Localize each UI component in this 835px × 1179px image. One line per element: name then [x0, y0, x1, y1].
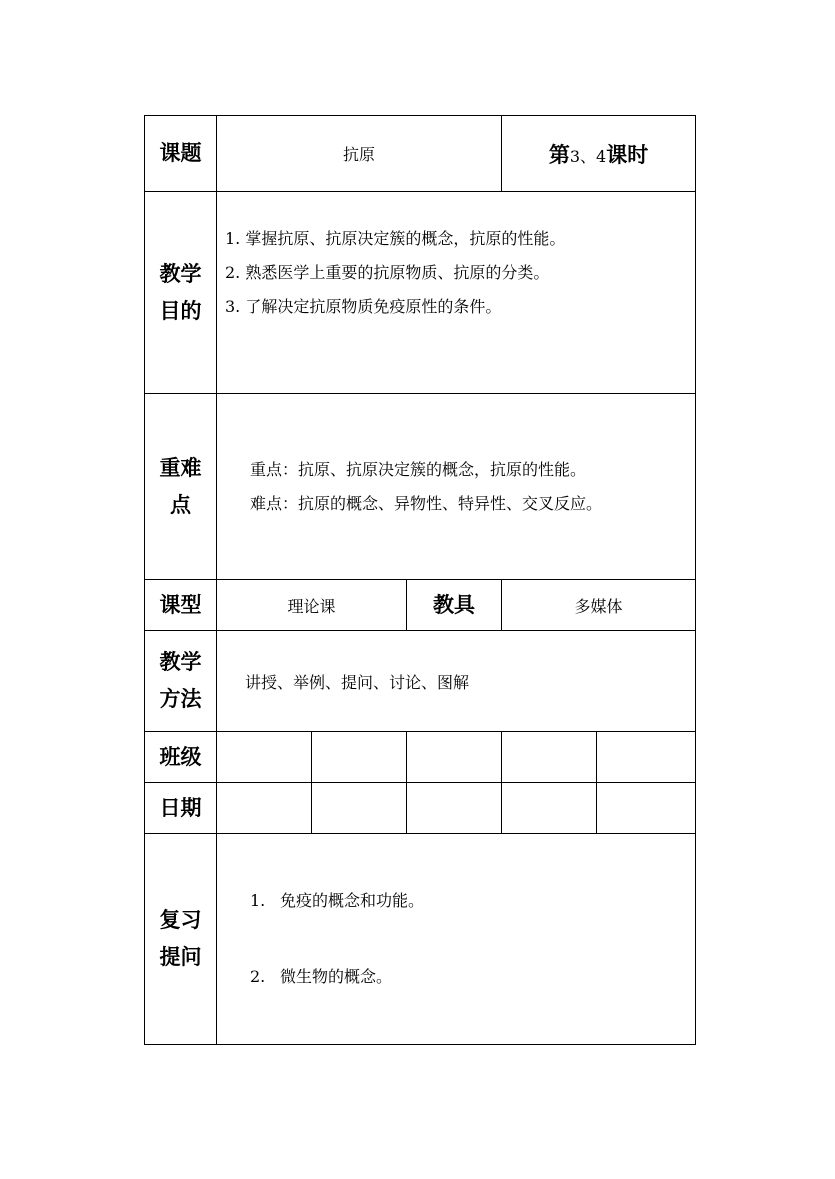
type-row — [145, 580, 696, 631]
date-cell — [312, 783, 407, 834]
date-cell — [502, 783, 597, 834]
methods-label: 教学 方法 — [145, 631, 217, 732]
topic-value: 抗原 — [217, 116, 502, 192]
date-cell — [217, 783, 312, 834]
key-label: 重难 点 — [145, 394, 217, 580]
class-cell — [407, 732, 502, 783]
lesson-period-prefix: 第 — [548, 142, 570, 167]
goals-content — [217, 192, 696, 394]
goal-item: 2. 熟悉医学上重要的抗原物质、抗原的分类。 — [225, 263, 550, 282]
tools-label: 教具 — [407, 580, 502, 631]
class-cell — [312, 732, 407, 783]
review-label: 复习 提问 — [145, 834, 217, 1045]
difficult-points: 难点：抗原的概念、异物性、特异性、交叉反应。 — [250, 493, 603, 513]
type-value: 理论课 — [217, 580, 407, 631]
class-cell — [597, 732, 696, 783]
key-points-row — [145, 394, 696, 580]
topic-label: 课题 — [145, 116, 217, 192]
methods-value: 讲授、举例、提问、讨论、图解 — [217, 631, 696, 732]
goals-label: 教学 目的 — [145, 192, 217, 394]
review-item: 2. 微生物的概念。 — [250, 967, 393, 986]
date-label: 日期 — [145, 783, 217, 834]
class-row — [145, 732, 696, 783]
class-cell — [502, 732, 597, 783]
lesson-plan-table — [144, 115, 696, 1045]
type-label: 课型 — [145, 580, 217, 631]
goal-item: 1. 掌握抗原、抗原决定簇的概念，抗原的性能。 — [225, 229, 566, 248]
date-cell — [407, 783, 502, 834]
tools-value: 多媒体 — [502, 580, 696, 631]
methods-row — [145, 631, 696, 732]
key-points: 重点：抗原、抗原决定簇的概念，抗原的性能。 — [250, 459, 587, 479]
date-cell — [597, 783, 696, 834]
goals-row — [145, 192, 696, 394]
class-label: 班级 — [145, 732, 217, 783]
review-row — [145, 834, 696, 1045]
lesson-period-numbers: 3、4 — [569, 146, 607, 166]
review-content — [217, 834, 696, 1045]
date-row — [145, 783, 696, 834]
class-cell — [217, 732, 312, 783]
lesson-period-suffix: 课时 — [606, 142, 649, 167]
review-item: 1. 免疫的概念和功能。 — [250, 891, 425, 910]
topic-row — [145, 116, 696, 192]
key-points-content — [217, 394, 696, 580]
lesson-period — [502, 116, 696, 192]
goal-item: 3. 了解决定抗原物质免疫原性的条件。 — [225, 297, 502, 316]
